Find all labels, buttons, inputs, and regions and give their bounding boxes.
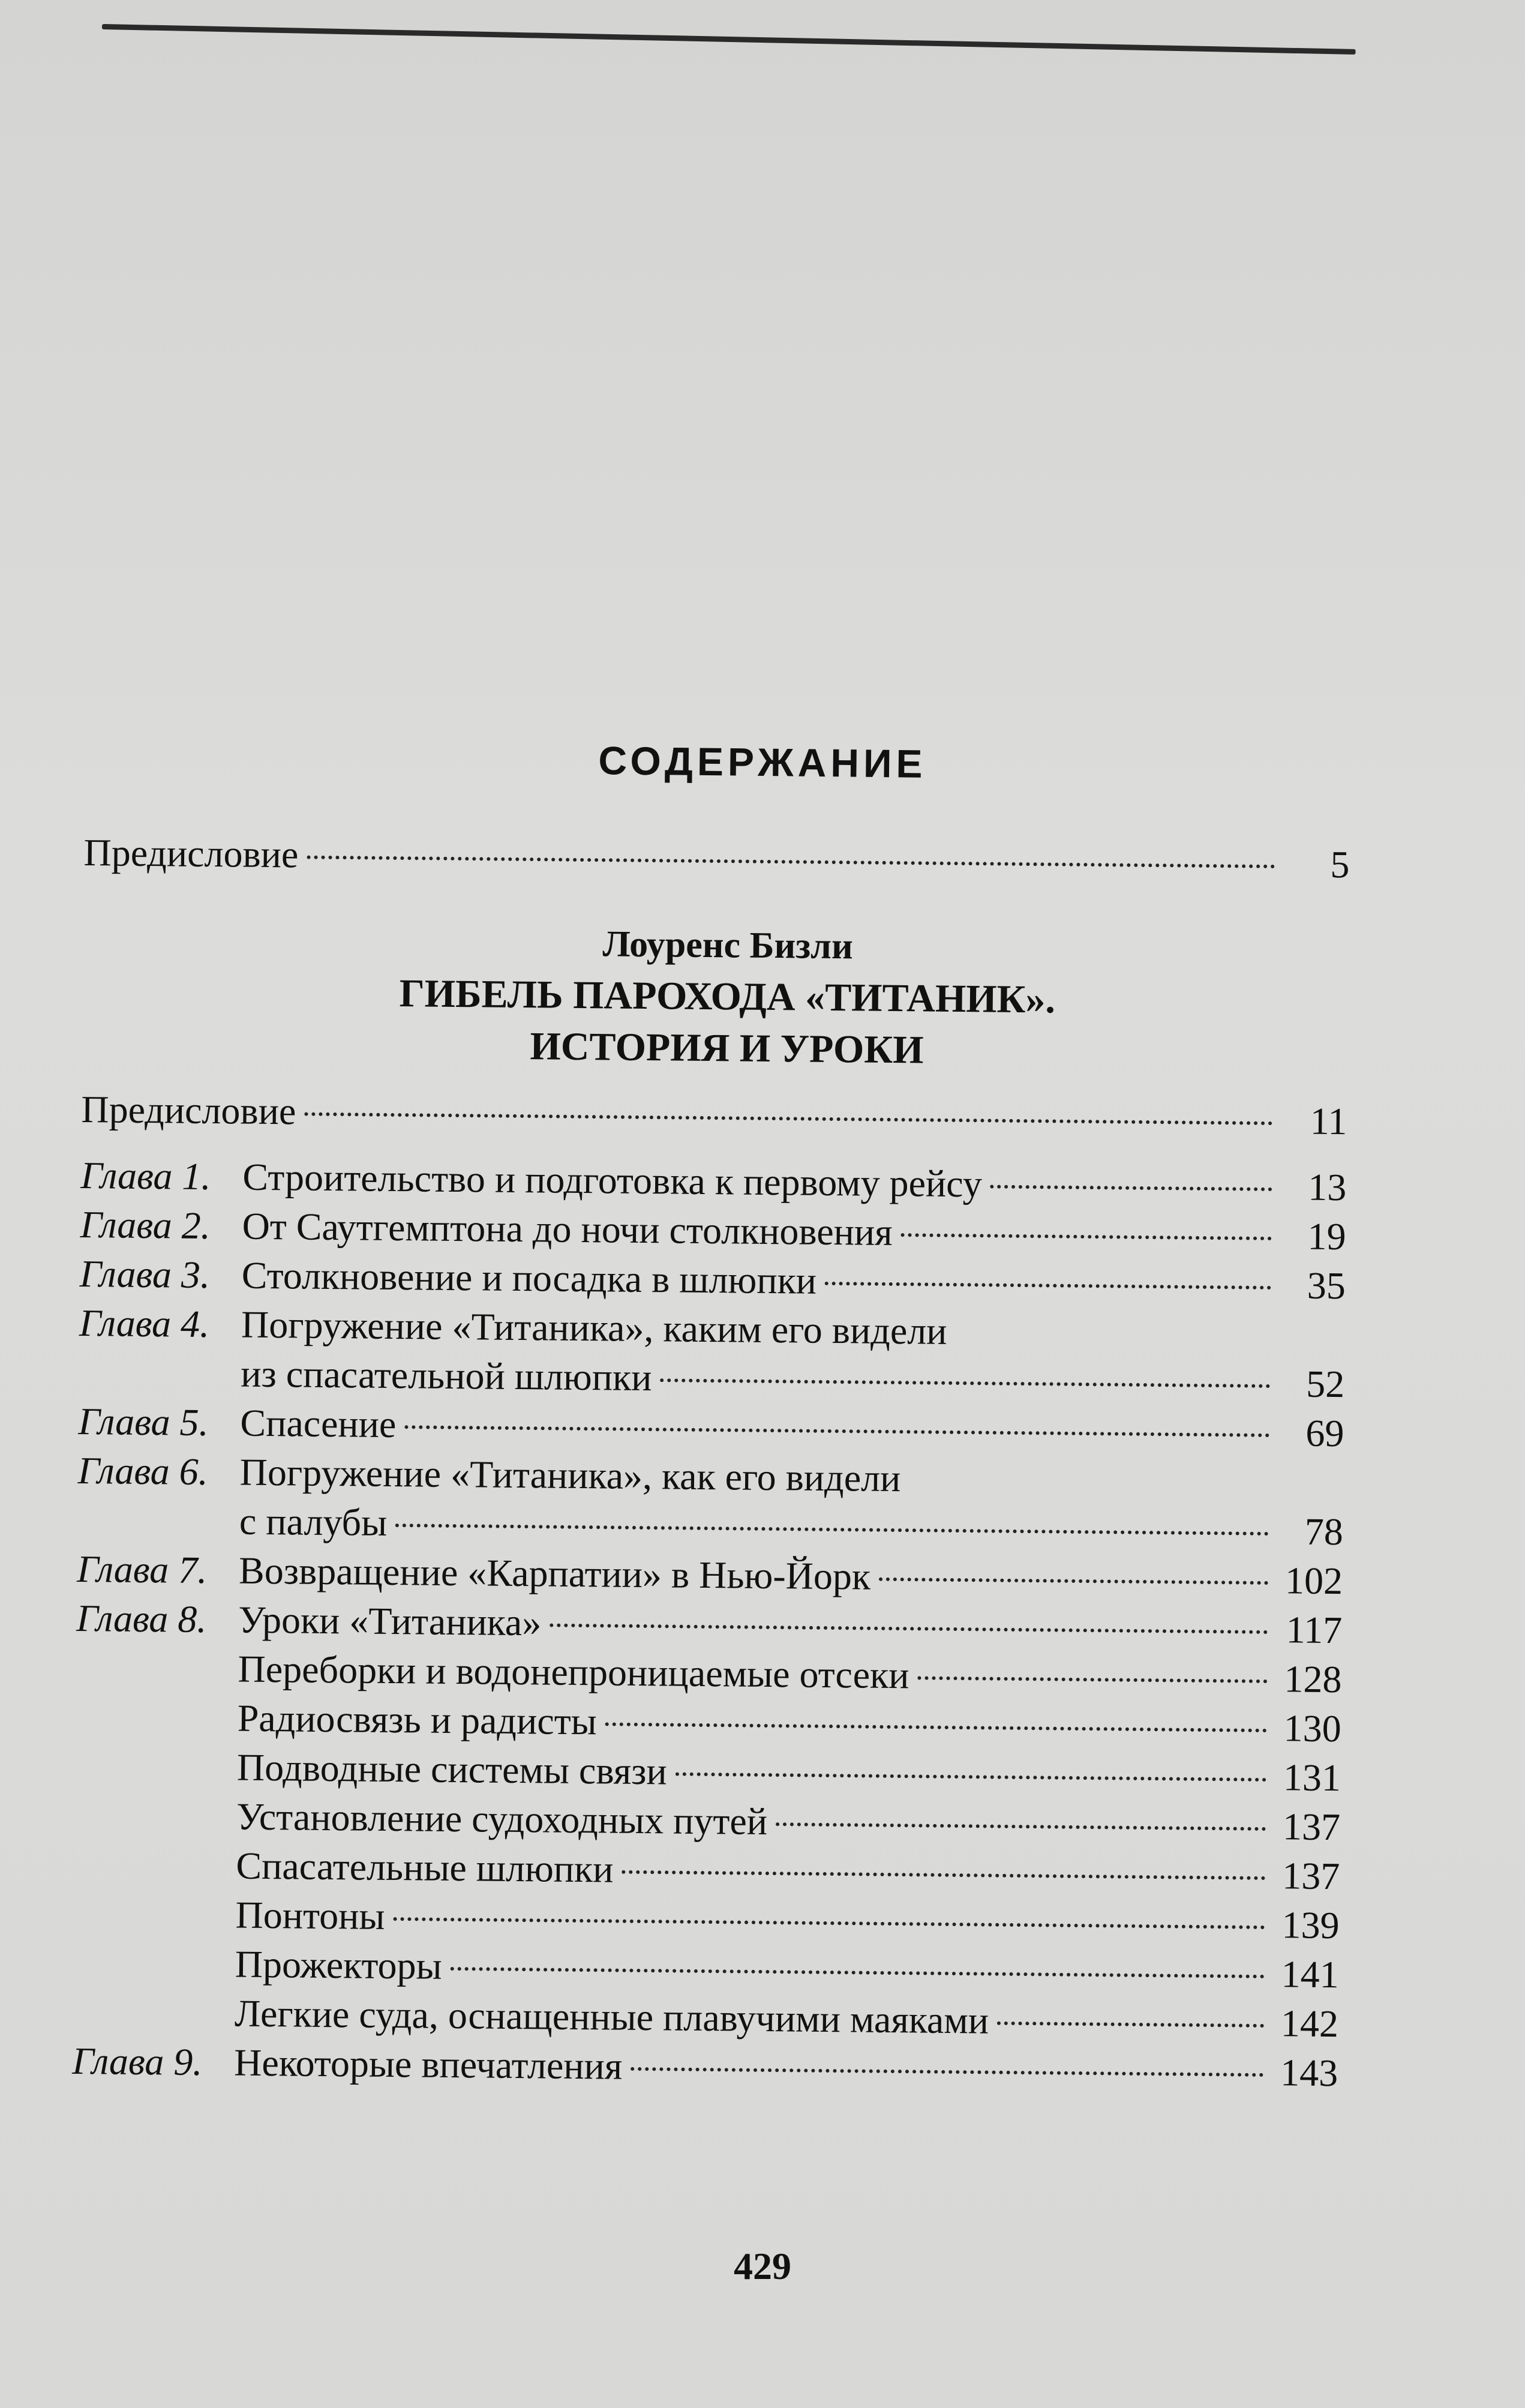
chapter-title: Некоторые впечатления <box>233 2041 623 2088</box>
dot-leader <box>879 1578 1268 1585</box>
chapter-title: Спасение <box>240 1401 397 1446</box>
chapter-title: Уроки «Титаника» <box>238 1598 542 1644</box>
dot-leader <box>631 2067 1263 2077</box>
chapter-title: Столкновение и посадка в шлюпки <box>241 1254 817 1302</box>
subsection-title: Спасательные шлюпки <box>236 1844 614 1891</box>
subsection-title: Легкие суда, оснащенные плавучими маяками <box>234 1992 989 2042</box>
toc-entry-page: 130 <box>1283 1707 1342 1750</box>
toc-entry-page: 19 <box>1307 1215 1346 1258</box>
dot-leader <box>997 2022 1264 2028</box>
chapter-title: Строительство и подготовка к первому рейсу <box>242 1155 983 1206</box>
dot-leader <box>990 1185 1272 1192</box>
book-title-line-2: ИСТОРИЯ И УРОКИ <box>530 1024 924 1072</box>
chapter-title: Погружение «Титаника», каким его видели <box>241 1303 947 1353</box>
toc-entry-page: 102 <box>1284 1559 1343 1603</box>
dot-leader <box>404 1425 1269 1437</box>
dot-leader <box>776 1822 1266 1831</box>
toc-entry-page: 69 <box>1305 1411 1344 1455</box>
chapter-title: Возвращение «Карпатии» в Нью-Йорк <box>238 1549 871 1598</box>
table-of-contents <box>72 828 1350 2098</box>
chapter-title: От Саутгемптона до ночи столкновения <box>242 1204 893 1254</box>
page-number: 429 <box>734 2245 791 2287</box>
dot-leader <box>676 1773 1266 1782</box>
toc-entry-page: 137 <box>1281 1854 1340 1898</box>
dot-leader <box>825 1282 1271 1290</box>
subsection-title: Радиосвязь и радисты <box>237 1696 598 1743</box>
subsection-title: Подводные системы связи <box>236 1746 668 1793</box>
top-rule <box>102 24 1356 55</box>
chapter-label: Глава 3. <box>79 1252 211 1297</box>
chapter-label: Глава 9. <box>71 2039 203 2083</box>
dot-leader <box>901 1233 1272 1240</box>
subsection-title: Понтоны <box>235 1893 385 1938</box>
toc-entry-page: 142 <box>1280 2002 1339 2046</box>
dot-leader <box>393 1917 1265 1929</box>
chapter-label: Глава 4. <box>79 1301 210 1346</box>
subsection-title: Прожекторы <box>235 1942 442 1987</box>
dot-leader <box>451 1967 1265 1978</box>
dot-leader <box>622 1870 1265 1880</box>
chapter-title-cont: из спасательной шлюпки <box>240 1352 652 1399</box>
part-header <box>106 913 1349 1080</box>
chapter-label: Глава 7. <box>76 1547 208 1592</box>
chapter-label: Глава 5. <box>78 1399 209 1444</box>
dot-leader <box>304 1112 1272 1125</box>
dot-leader <box>395 1524 1269 1536</box>
toc-entry-page: 35 <box>1307 1264 1346 1308</box>
chapter-label: Глава 1. <box>80 1153 211 1198</box>
toc-entry-page: 117 <box>1286 1608 1343 1652</box>
toc-entry-title: Предисловие <box>81 1087 296 1133</box>
toc-entry-page: 13 <box>1308 1165 1347 1209</box>
subsection-title: Переборки и водонепроницаемые отсеки <box>238 1647 909 1697</box>
chapter-title: Погружение «Титаника», как его видели <box>239 1450 901 1500</box>
toc-entry-page: 52 <box>1305 1362 1345 1406</box>
toc-entry-page: 141 <box>1281 1953 1340 1996</box>
toc-entry-page: 128 <box>1284 1657 1342 1701</box>
chapter-label: Глава 2. <box>80 1202 211 1248</box>
toc-entry-page: 139 <box>1281 1903 1340 1947</box>
toc-entry-page: 131 <box>1283 1756 1341 1800</box>
toc-entry-title: Предисловие <box>83 830 299 876</box>
toc-entry-page: 143 <box>1280 2051 1338 2095</box>
subsection-title: Установление судоходных путей <box>236 1795 768 1843</box>
chapter-label: Глава 8. <box>76 1596 207 1641</box>
chapter-label: Глава 6. <box>77 1449 209 1494</box>
book-title-line-1: ГИБЕЛЬ ПАРОХОДА «ТИТАНИК». <box>399 971 1056 1022</box>
dot-leader <box>605 1722 1267 1732</box>
dot-leader <box>307 856 1275 868</box>
author-name: Лоуренс Бизли <box>602 923 854 967</box>
toc-entry-page: 78 <box>1304 1510 1344 1554</box>
dot-leader <box>660 1378 1270 1388</box>
toc-entry-page: 5 <box>1330 842 1350 886</box>
chapter-title-cont: с палубы <box>239 1500 388 1544</box>
dot-leader <box>550 1624 1268 1634</box>
dot-leader <box>917 1676 1267 1683</box>
contents-heading: СОДЕРЖАНИЕ <box>598 738 927 786</box>
toc-entry-page: 137 <box>1282 1805 1341 1849</box>
toc-entry-page: 11 <box>1310 1099 1347 1143</box>
